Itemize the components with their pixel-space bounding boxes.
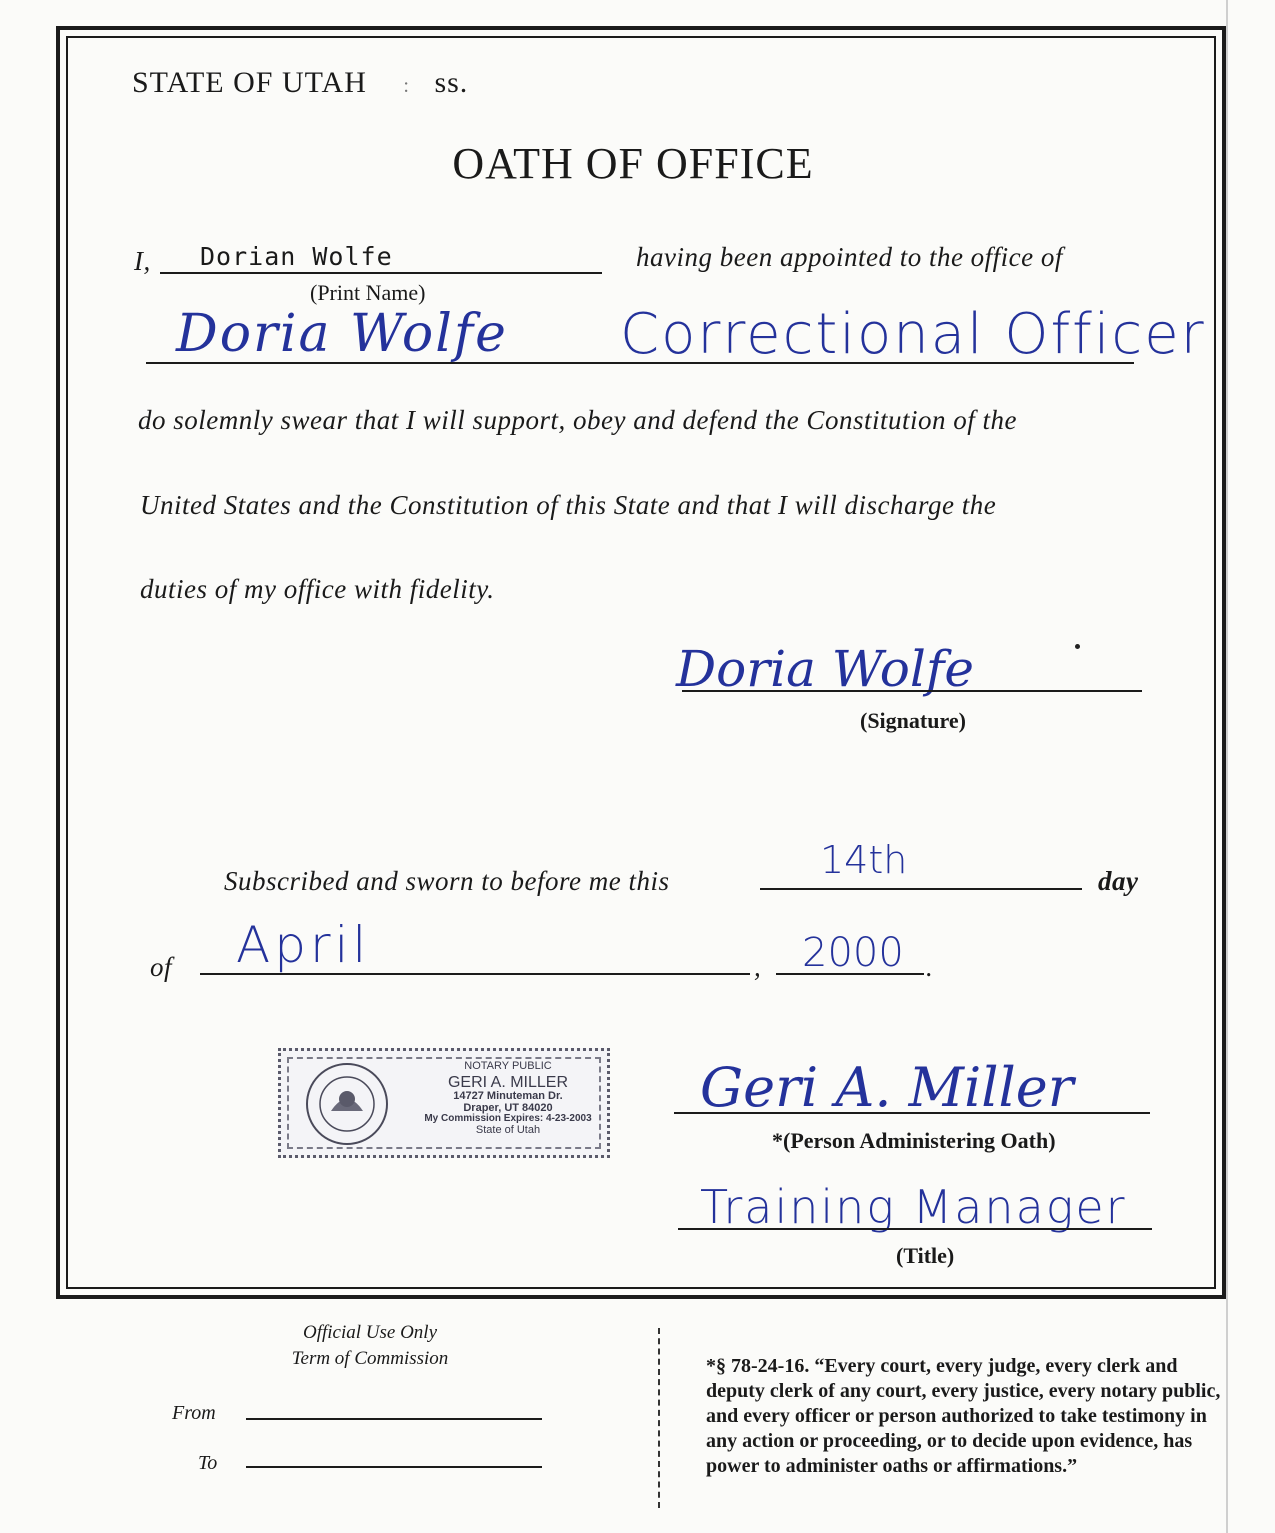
to-label: To [198, 1452, 218, 1474]
oath-line-3: duties of my office with fidelity. [140, 574, 495, 604]
administrator-line [674, 1112, 1150, 1114]
title-value[interactable]: Training Manager [700, 1180, 1127, 1234]
seal-heading: NOTARY PUBLIC [464, 1060, 552, 1072]
printed-name-value[interactable]: Dorian Wolfe [200, 242, 393, 271]
state-name: STATE OF UTAH [132, 66, 367, 99]
oath-line-2: United States and the Constitution of this State and that I will discharge the [140, 490, 997, 520]
month-comma: , [754, 952, 762, 982]
header-colon: : [403, 75, 410, 97]
page-edge [1226, 0, 1228, 1533]
year-line [776, 973, 924, 975]
print-name-label: (Print Name) [310, 280, 426, 305]
state-seal-icon [295, 1059, 399, 1149]
to-field-line[interactable] [246, 1466, 542, 1468]
ink-dot [1075, 644, 1080, 649]
seal-state: State of Utah [475, 1123, 541, 1136]
signature-label: (Signature) [860, 708, 966, 733]
from-field-line[interactable] [246, 1418, 542, 1420]
day-line [760, 888, 1082, 890]
appointment-suffix: having been appointed to the office of [636, 242, 1063, 272]
handwritten-name: Doria Wolfe [176, 304, 508, 364]
seal-text-block [413, 1061, 603, 1136]
sworn-prefix: Subscribed and sworn to before me this [224, 866, 670, 896]
signature-line [682, 690, 1142, 692]
day-label: day [1098, 866, 1139, 896]
official-use-heading: Official Use Only [302, 1322, 438, 1343]
from-label: From [172, 1402, 216, 1424]
state-heading [132, 66, 468, 100]
day-value[interactable]: 14th [820, 838, 908, 882]
month-line [200, 973, 750, 975]
office-line [146, 362, 1134, 364]
office-value[interactable]: Correctional Officer [620, 302, 1206, 367]
statute-footnote: *§ 78-24-16. “Every court, every judge, every clerk and deputy clerk of any court, every justice, every notary public, and every officer or person authorized to take testimony in any action or proceeding, or to decide upon evidence, has power to administer oaths or affirmations.” [706, 1355, 1221, 1477]
seal-address-1: 14727 Minuteman Dr. [453, 1090, 563, 1103]
seal-notary-name: GERI A. MILLER [447, 1073, 569, 1091]
title-label: (Title) [896, 1243, 955, 1268]
of-label: of [150, 952, 173, 982]
seal-address-2: Draper, UT 84020 [463, 1101, 553, 1114]
appointment-prefix: I, [134, 246, 151, 276]
year-value[interactable]: 2000 [802, 930, 904, 976]
term-of-commission-heading: Term of Commission [291, 1348, 449, 1369]
footer-divider [658, 1328, 660, 1508]
seal-commission: My Commission Expires: 4-23-2003 [424, 1113, 592, 1125]
administrator-signature: Geri A. Miller [700, 1056, 1074, 1119]
official-use-block [240, 1320, 500, 1372]
title-line [678, 1228, 1152, 1230]
signature-handwritten: Doria Wolfe [676, 640, 974, 698]
administrator-label: *(Person Administering Oath) [772, 1128, 1056, 1153]
notary-seal-stamp [278, 1048, 610, 1158]
year-period: . [926, 952, 934, 982]
printed-name-line [160, 272, 602, 274]
oath-line-1: do solemnly swear that I will support, obey and defend the Constitution of the [138, 405, 1017, 435]
ss-label: ss. [434, 66, 469, 99]
month-value[interactable]: April [236, 916, 371, 974]
page-title: OATH OF OFFICE [452, 139, 814, 188]
